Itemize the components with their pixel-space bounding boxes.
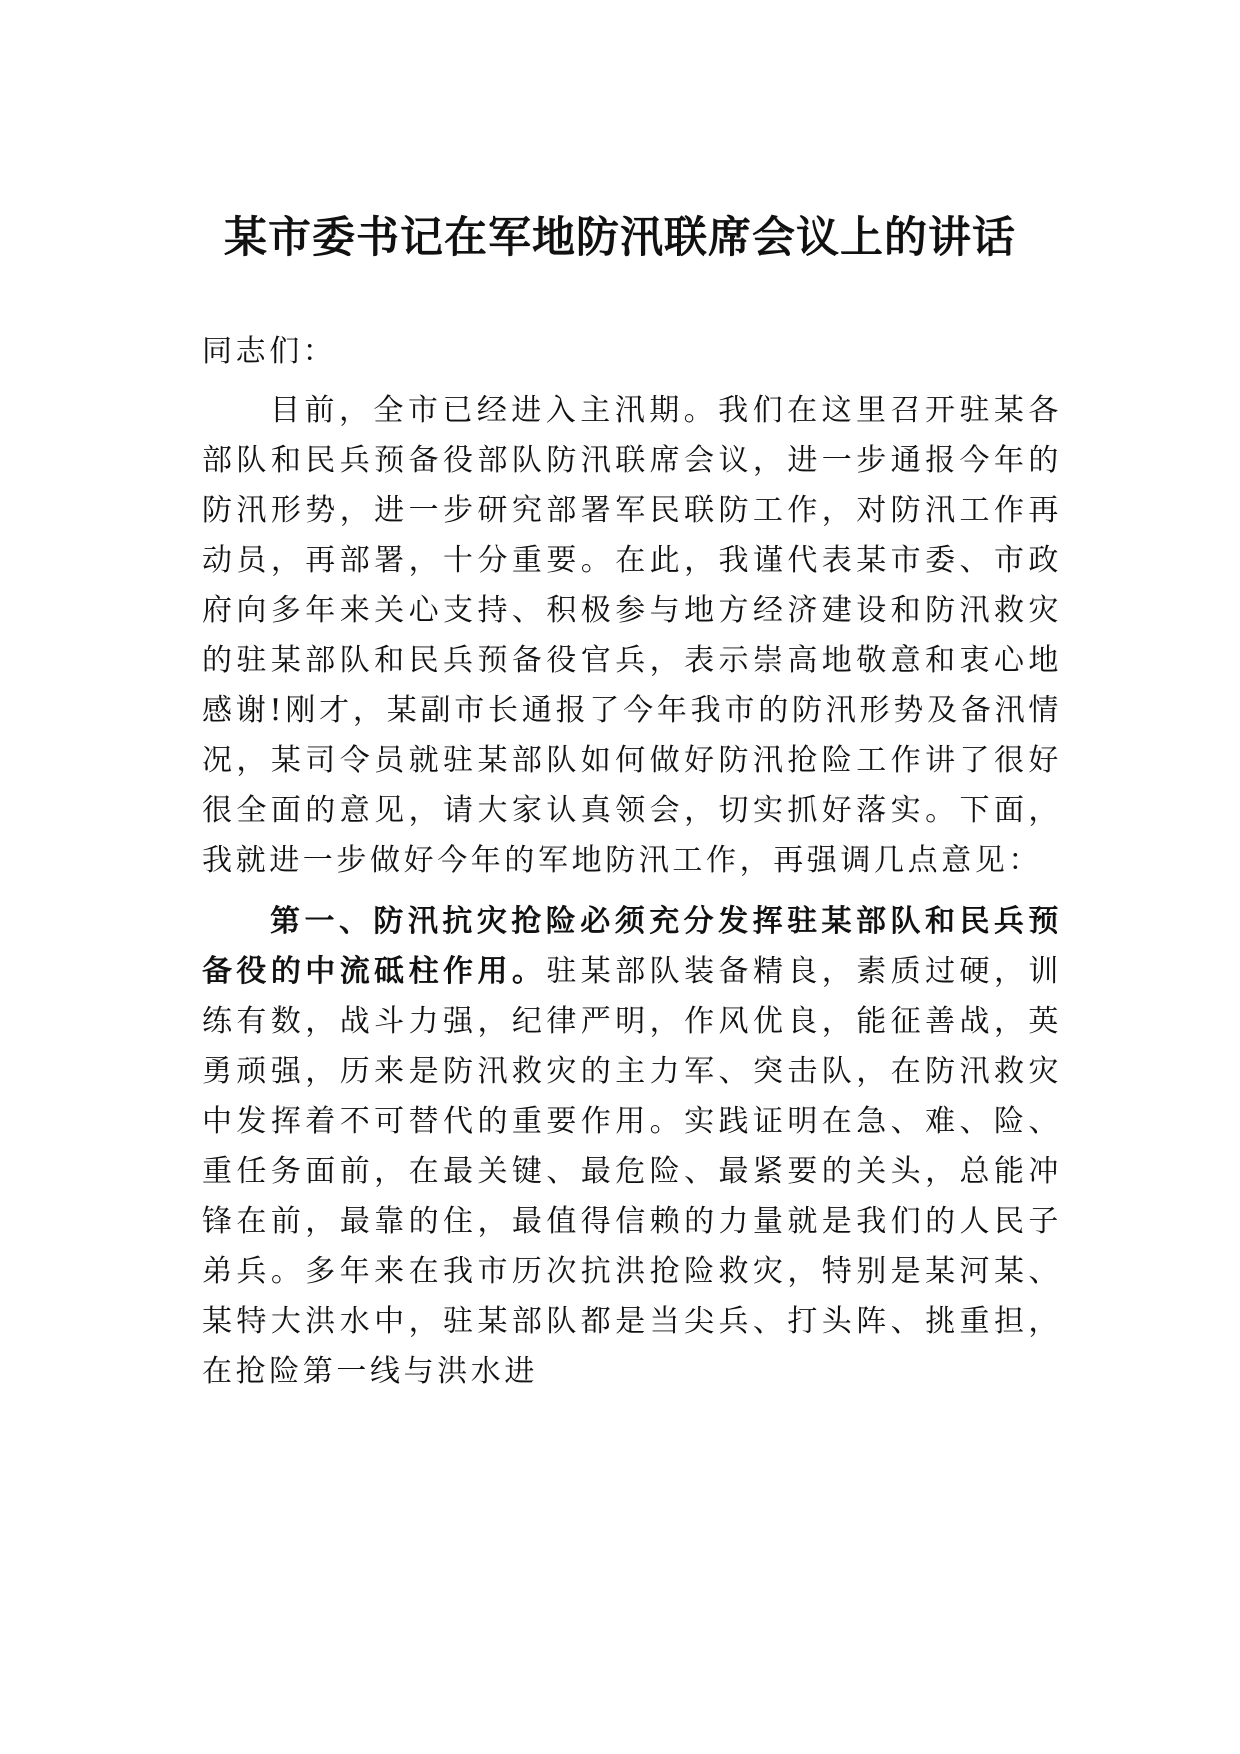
- document-title: 某市委书记在军地防汛联席会议上的讲话: [224, 213, 1016, 263]
- paragraph-point-one-heading: 第一、防汛抗灾抢险必须充分发挥驻某部队和民兵预备役的中流砥柱作用。: [202, 904, 1062, 989]
- paragraph-intro: 目前，全市已经进入主汛期。我们在这里召开驻某各部队和民兵预备役部队防汛联席会议，进一步通报今年的防汛形势，进一步研究部署军民联防工作，对防汛工作再动员，再部署，十分重要。在此，我谨代表某市委、市政府向多年来关心支持、积极参与地方经济建设和防汛救灾的驻某部队和民兵预备役官兵，表示崇高地敬意和衷心地感谢!刚才，某副市长通报了今年我市的防汛形势及备汛情况，某司令员就驻某部队如何做好防汛抢险工作讲了很好很全面的意见，请大家认真领会，切实抓好落实。下面，我就进一步做好今年的军地防汛工作，再强调几点意见：: [202, 393, 1062, 878]
- paragraph-point-one-body: 驻某部队装备精良，素质过硬，训练有数，战斗力强，纪律严明，作风优良，能征善战，英勇顽强，历来是防汛救灾的主力军、突击队，在防汛救灾中发挥着不可替代的重要作用。实践证明在急、难、险、重任务面前，在最关键、最危险、最紧要的关头，总能冲锋在前，最靠的住，最值得信赖的力量就是我们的人民子弟兵。多年来在我市历次抗洪抢险救灾，特别是某河某、某特大洪水中，驻某部队都是当尖兵、打头阵、挑重担，在抢险第一线与洪水进: [202, 954, 1063, 1389]
- salutation: 同志们：: [202, 334, 337, 369]
- paragraph-point-one: [202, 897, 1062, 1397]
